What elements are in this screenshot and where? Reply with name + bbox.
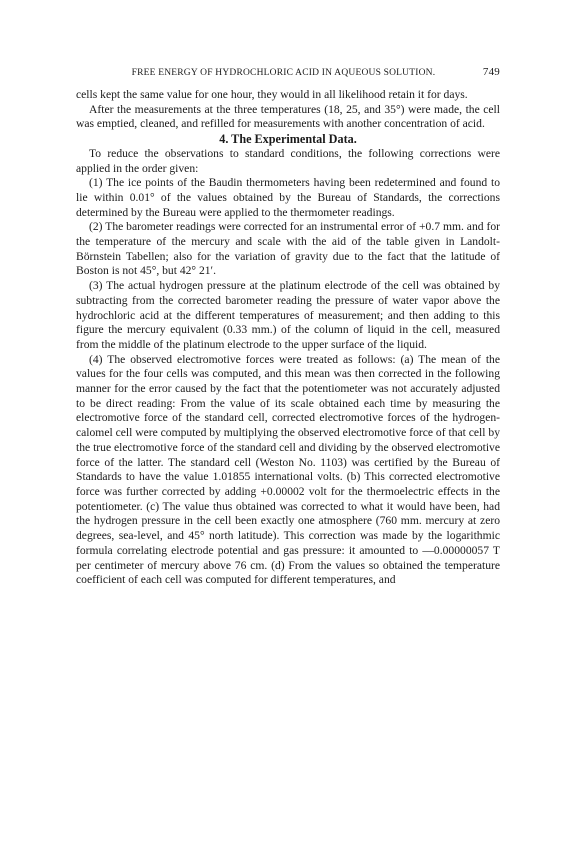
paragraph-correction-1: (1) The ice points of the Baudin thermometers having been redetermined and found to lie within 0.01° of the values obtained by the Bureau of Standards, the corrections determined by the Bureau were applied to the thermometer readings. (76, 176, 500, 219)
paragraph-measurements: After the measurements at the three temperatures (18, 25, and 35°) were made, the cell was emptied, cleaned, and refilled for measurements with another concentration of acid. (76, 102, 500, 131)
document-page (76, 66, 500, 588)
paragraph-correction-2: (2) The barometer readings were corrected for an instrumental error of +0.7 mm. and for the temperature of the mercury and scale with the aid of the table given in Landolt-Börnstein Tabellen; also for the variation of gravity due to the fact that the latitude of Boston is not 45°, but 42° 21′. (76, 220, 500, 278)
paragraph-intro: To reduce the observations to standard conditions, the following corrections were applied in the order given: (76, 146, 500, 175)
page-number: 749 (482, 66, 500, 78)
running-header (76, 66, 500, 78)
paragraph-correction-4: (4) The observed electromotive forces were treated as follows: (a) The mean of the values for the four cells was computed, and this mean was then corrected in the following manner for the error caused by the fact that the potentiometer was not accurately adjusted to be direct reading: From the value of its scale obtained each time by measuring the electromotive force of the standard cell, corrected electromotive forces of the hydrogen-calomel cell were computed by multiplying the observed electromotive force of that cell by the true electromotive force of the standard cell and dividing by the observed electromotive force of the latter. The standard cell (Weston No. 1103) was certified by the Bureau of Standards to have the value 1.01855 international volts. (b) This corrected electromotive force was further corrected by adding +0.00002 volt for the thermoelectric effects in the potentiometer. (c) The value thus obtained was corrected to what it would have been, had the hydrogen pressure in the cell been exactly one atmosphere (760 mm. mercury at zero degrees, sea-level, and 45° north latitude). This correction was made by the logarithmic formula correlating electrode potential and gas pressure: it amounted to —0.00000057 T per centimeter of mercury above 76 cm. (d) From the values so obtained the temperature coefficient of each cell was computed for different temperatures, and (76, 352, 500, 587)
section-heading: 4. The Experimental Data. (219, 132, 357, 147)
paragraph-correction-3: (3) The actual hydrogen pressure at the platinum electrode of the cell was obtained by subtracting from the corrected barometer reading the pressure of water vapor above the hydrochloric acid at the different temperatures of measurement; and then adding to this figure the mercury equivalent (0.33 mm.) of the column of liquid in the cell, measured from the middle of the platinum electrode to the upper surface of the liquid. (76, 279, 500, 351)
running-title: FREE ENERGY OF HYDROCHLORIC ACID IN AQUEOUS SOLUTION. (131, 68, 436, 78)
paragraph-continuation: cells kept the same value for one hour, they would in all likelihood retain it for days. (76, 88, 468, 101)
